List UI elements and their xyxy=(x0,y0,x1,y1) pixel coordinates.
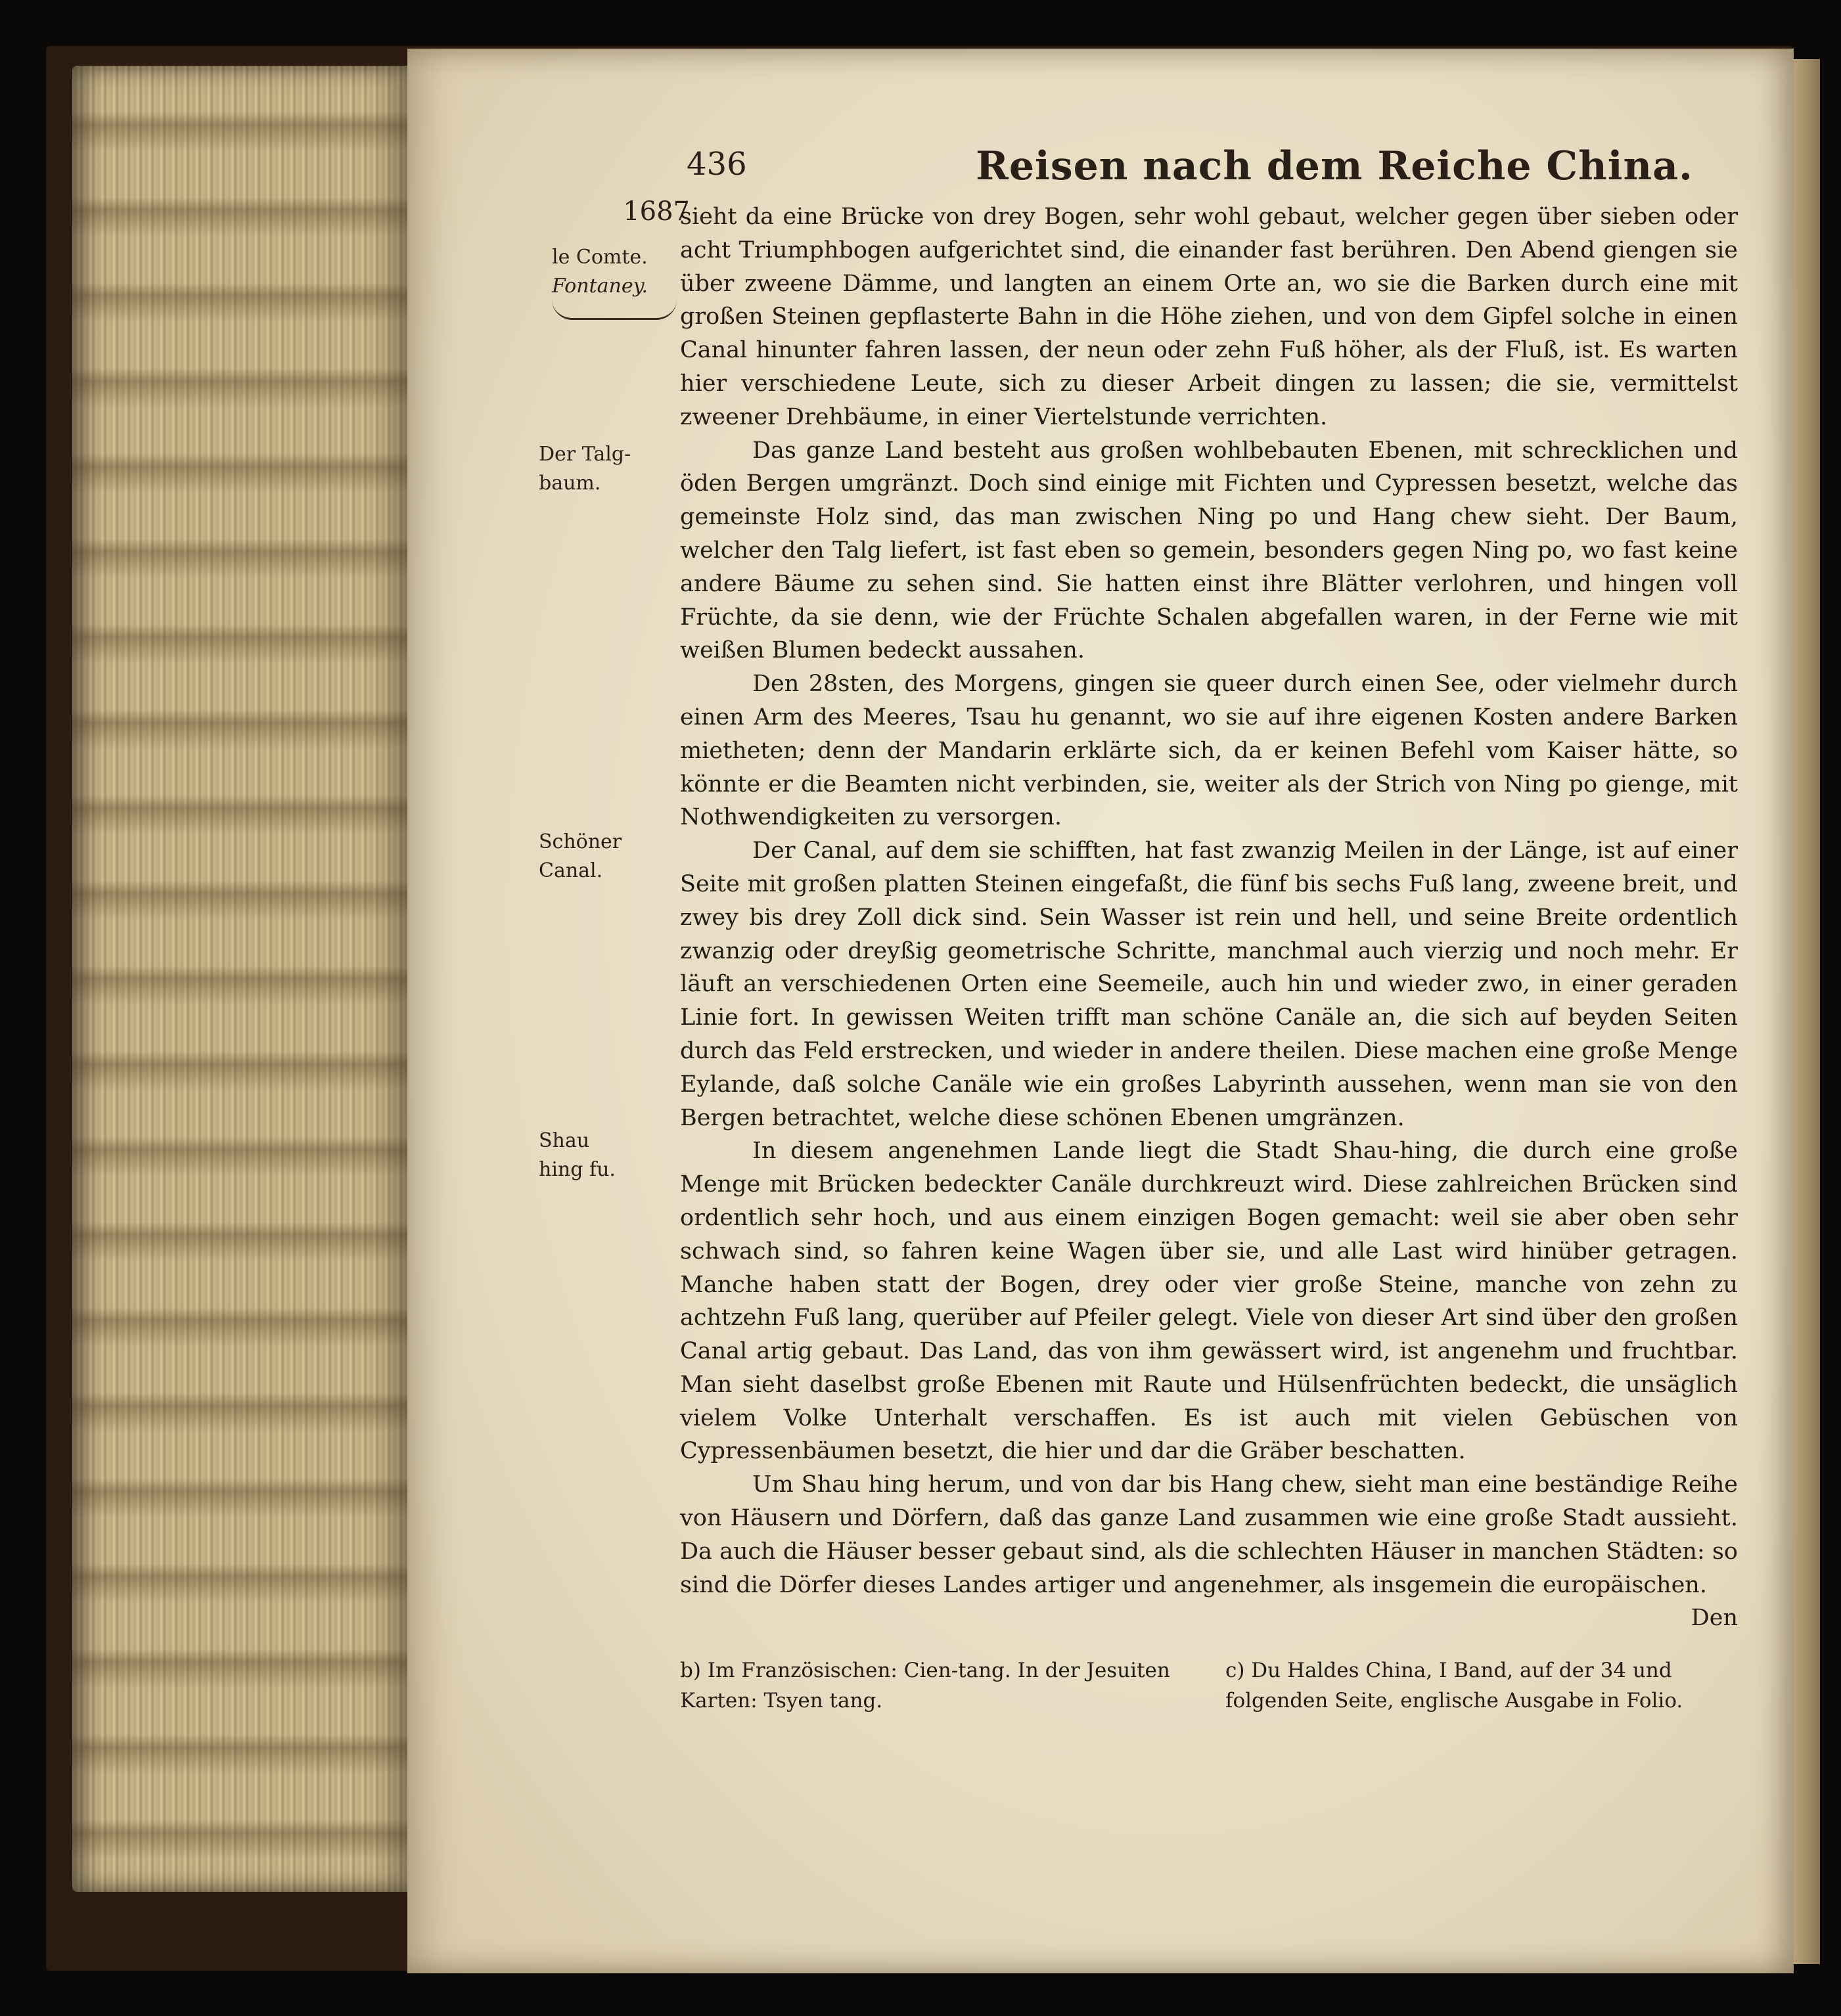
page-header xyxy=(687,143,1764,196)
page-number: 436 xyxy=(687,146,747,183)
paragraph: Um Shau hing herum, und von dar bis Hang chew, sieht man eine beständige Reihe von Häusern und Dörfern, daß das ganze Land zusammen wie eine große Stadt aussieht. Da auch die Häuser besser gebaut sind, als die schlechten Häuser in manchen Städten: so sind die Dörfer dieses Landes artiger und angenehmer, als insgemein die europäischen. xyxy=(680,1471,1738,1598)
paragraph: sieht da eine Brücke von drey Bogen, sehr wohl gebaut, welcher gegen über sieben oder acht Triumphbogen aufgerichtet sind, die einander fast berühren. Den Abend giengen sie über zweene Dämme, und langten an einem Orte an, wo sie die Barken durch eine mit großen Steinen gepflasterte Bahn in die Höhe ziehen, und von dem Gipfel solche in einen Canal hinunter fahren lassen, der neun oder zehn Fuß höher, als der Fluß, ist. Es warten hier verschiedene Leute, sich zu dieser Arbeit dingen zu lassen; die sie, vermittelst zweener Drehbäume, in einer Viertelstunde verrichten. xyxy=(680,204,1738,430)
brace-mark xyxy=(552,300,677,320)
catchword: Den xyxy=(1691,1605,1738,1632)
margin-note-shauhing: Shau hing fu. xyxy=(539,1129,616,1181)
margin-note-author: le Comte. xyxy=(552,246,648,269)
paragraph: In diesem angenehmen Lande liegt die Stadt Shau-hing, die durch eine große Menge mit Brücken bedeckter Canäle durchkreuzt wird. Diese zahlreichen Brücken sind ordentlich sehr hoch, und aus einem einzigen Bogen gemacht: weil sie aber oben sehr schwach sind, so fahren keine Wagen über sie, und alle Last wird hinüber getragen. Manche haben statt der Bogen, drey oder vier große Steine, manche von zehn zu achtzehn Fuß lang, querüber auf Pfeiler gelegt. Viele von dieser Art sind über den großen Canal artig gebaut. Das Land, das von ihm gewässert wird, ist angenehm und fruchtbar. Man sieht daselbst große Ebenen mit Raute und Hülsenfrüchten bedeckt, die unsäglich vielem Volke Unterhalt verschaffen. Es ist auch mit vielen Gebüschen von Cypressenbäumen besetzt, die hier und dar die Gräber beschatten. xyxy=(680,1138,1738,1465)
margin-note-year: 1687 xyxy=(623,196,690,227)
footnote-b: b) Im Französischen: Cien-tang. In der Jesuiten Karten: Tsyen tang. xyxy=(680,1659,1170,1713)
margin-note-author-2: Fontaney. xyxy=(552,275,648,298)
footnote-c: c) Du Haldes China, I Band, auf der 34 und folgenden Seite, englische Ausgabe in Folio. xyxy=(1225,1659,1683,1713)
margin-note-canal: Schöner Canal. xyxy=(539,830,622,882)
margin-note-talgbaum: Der Talg-baum. xyxy=(539,443,631,495)
running-title: Reisen nach dem Reiche China. xyxy=(976,143,1693,189)
paragraph: Das ganze Land besteht aus großen wohlbebauten Ebenen, mit schrecklichen und öden Bergen umgränzt. Doch sind einige mit Fichten und Cypressen besetzt, welche das gemeinste Holz sind, das man zwischen Ning po und Hang chew sieht. Der Baum, welcher den Talg liefert, ist fast eben so gemein, besonders gegen Ning po, wo fast keine andere Bäume zu sehen sind. Sie hatten einst ihre Blätter verlohren, und hingen voll Früchte, da sie denn, wie der Früchte Schalen abgefallen waren, in der Ferne wie mit weißen Blumen bedeckt aussahen. xyxy=(680,437,1738,664)
main-text xyxy=(680,200,1738,1635)
paragraph: Der Canal, auf dem sie schifften, hat fast zwanzig Meilen in der Länge, ist auf einer Seite mit großen platten Steinen eingefaßt, die fünf bis sechs Fuß lang, zweene breit, und zwey bis drey Zoll dick sind. Sein Wasser ist rein und hell, und seine Breite ordentlich zwanzig oder dreyßig geometrische Schritte, manchmal auch vierzig und noch mehr. Er läuft an verschiedenen Orten eine Seemeile, auch hin und wieder zwo, in einer geraden Linie fort. In gewissen Weiten trifft man schöne Canäle an, die sich auf beyden Seiten durch das Feld erstrecken, und wieder in andere theilen. Diese machen eine große Menge Eylande, daß solche Canäle wie ein großes Labyrinth aussehen, wenn man sie von den Bergen betrachtet, welche diese schönen Ebenen umgränzen. xyxy=(680,838,1738,1131)
paragraph: Den 28sten, des Morgens, gingen sie queer durch einen See, oder vielmehr durch einen Arm des Meeres, Tsau hu genannt, wo sie auf ihre eigenen Kosten andere Barken mietheten; denn der Mandarin erklärte sich, da er keinen Befehl vom Kaiser hätte, so könnte er die Beamten nicht verbinden, sie, weiter als der Strich von Ning po gienge, mit Nothwendigkeiten zu versorgen. xyxy=(680,671,1738,831)
facing-page-edge xyxy=(1794,59,1820,1964)
page-stack-edge xyxy=(72,66,407,1892)
